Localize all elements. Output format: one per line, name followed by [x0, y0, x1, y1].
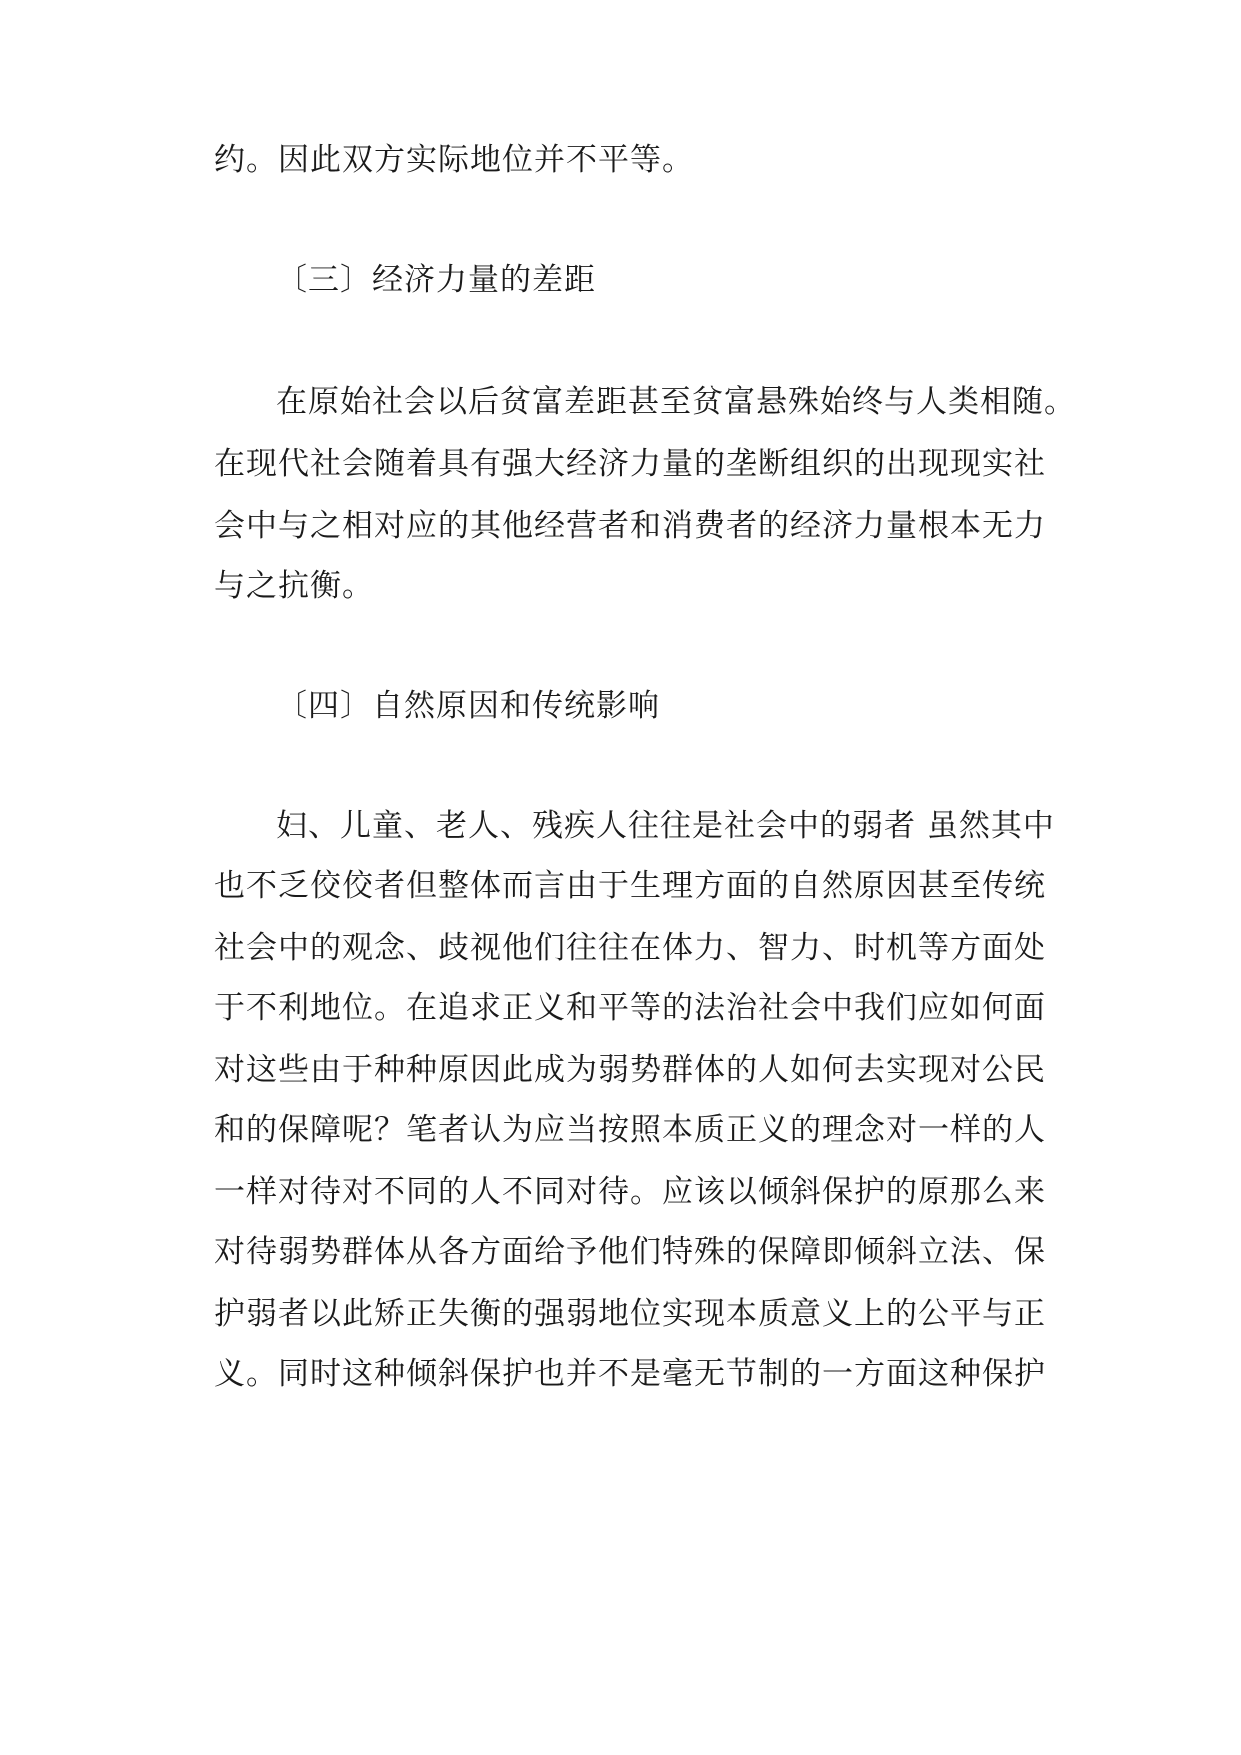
paragraph-line: 护弱者以此矫正失衡的强弱地位实现本质意义上的公平与正	[214, 1296, 1046, 1332]
paragraph-line: 义。同时这种倾斜保护也并不是毫无节制的一方面这种保护	[214, 1356, 1046, 1392]
paragraph-line: 和的保障呢？笔者认为应当按照本质正义的理念对一样的人	[214, 1112, 1046, 1148]
paragraph-line: 会中与之相对应的其他经营者和消费者的经济力量根本无力	[214, 508, 1046, 544]
paragraph-line: 与之抗衡。	[214, 568, 374, 604]
paragraph-line: 妇、儿童、老人、残疾人往往是社会中的弱者 虽然其中	[276, 808, 1055, 844]
paragraph-line: 在现代社会随着具有强大经济力量的垄断组织的出现现实社	[214, 446, 1046, 482]
section-heading: 〔三〕经济力量的差距	[276, 262, 596, 298]
paragraph-line: 一样对待对不同的人不同对待。应该以倾斜保护的原那么来	[214, 1174, 1046, 1210]
paragraph-line: 约。因此双方实际地位并不平等。	[214, 142, 694, 178]
section-heading: 〔四〕自然原因和传统影响	[276, 688, 660, 724]
paragraph-line: 社会中的观念、歧视他们往往在体力、智力、时机等方面处	[214, 930, 1046, 966]
paragraph-line: 在原始社会以后贫富差距甚至贫富悬殊始终与人类相随。	[276, 384, 1076, 420]
paragraph-line: 对这些由于种种原因此成为弱势群体的人如何去实现对公民	[214, 1052, 1046, 1088]
paragraph-line: 也不乏佼佼者但整体而言由于生理方面的自然原因甚至传统	[214, 868, 1046, 904]
paragraph-line: 于不利地位。在追求正义和平等的法治社会中我们应如何面	[214, 990, 1046, 1026]
paragraph-line: 对待弱势群体从各方面给予他们特殊的保障即倾斜立法、保	[214, 1234, 1046, 1270]
